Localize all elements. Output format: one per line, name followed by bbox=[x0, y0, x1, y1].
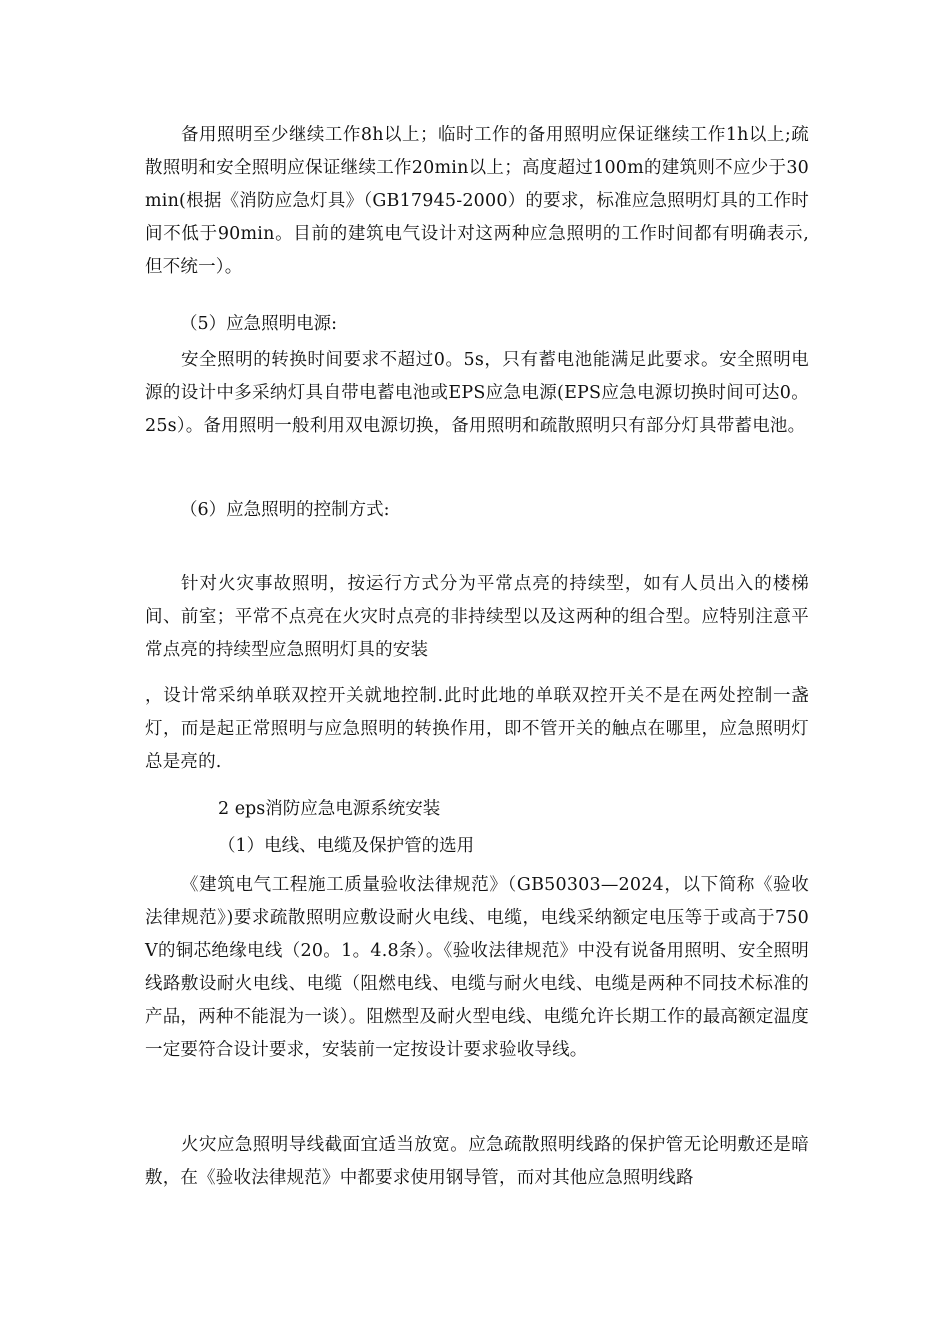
section-heading-eps-installation: 2 eps消防应急电源系统安装 bbox=[218, 799, 441, 819]
heading-emergency-power-source: （5）应急照明电源: bbox=[180, 314, 338, 334]
paragraph-conductor-cross-section: 火灾应急照明导线截面宜适当放宽。应急疏散照明线路的保护管无论明敷还是暗敷，在《验收法律规范》中都要求使用钢导管，而对其他应急照明线路 bbox=[145, 1135, 809, 1188]
paragraph-backup-lighting-duration: 备用照明至少继续工作8h以上；临时工作的备用照明应保证继续工作1h以上;疏散照明和安全照明应保证继续工作20min以上；高度超过100m的建筑则不应少于30min(根据《消防应急灯具》（GB17945-2000）的要求，标准应急照明灯具的工作时间不低于90min。目前的建筑电气设计对这两种应急照明的工作时间都有明确表示,但不统一）。 bbox=[145, 125, 809, 277]
paragraph-safety-lighting-switchover: 安全照明的转换时间要求不超过0。5s，只有蓄电池能满足此要求。安全照明电源的设计中多采纳灯具自带电蓄电池或EPS应急电源(EPS应急电源切换时间可达0。25s）。备用照明一般利用双电源切换，备用照明和疏散照明只有部分灯具带蓄电池。 bbox=[145, 350, 809, 436]
paragraph-acceptance-code: 《建筑电气工程施工质量验收法律规范》（GB50303—2024，以下简称《验收法律规范》)要求疏散照明应敷设耐火电线、电缆，电线采纳额定电压等于或高于750V的铜芯绝缘电线（20。1。4.8条）。《验收法律规范》中没有说备用照明、安全照明线路敷设耐火电线、电缆（阻燃电线、电缆与耐火电线、电缆是两种不同技术标准的产品，两种不能混为一谈）。阻燃型及耐火型电线、电缆允许长期工作的最高额定温度一定要符合设计要求，安装前一定按设计要求验收导线。 bbox=[145, 875, 809, 1060]
heading-control-method: （6）应急照明的控制方式: bbox=[180, 500, 390, 520]
paragraph-fire-accident-lighting: 针对火灾事故照明，按运行方式分为平常点亮的持续型，如有人员出入的楼梯间、前室；平常不点亮在火灾时点亮的非持续型以及这两种的组合型。应特别注意平常点亮的持续型应急照明灯具的安装 bbox=[145, 574, 809, 660]
paragraph-switch-control: ，设计常采纳单联双控开关就地控制.此时此地的单联双控开关不是在两处控制一盏灯，而是起正常照明与应急照明的转换作用，即不管开关的触点在哪里，应急照明灯总是亮的. bbox=[145, 686, 809, 772]
heading-wire-cable-selection: （1）电线、电缆及保护管的选用 bbox=[218, 836, 475, 856]
